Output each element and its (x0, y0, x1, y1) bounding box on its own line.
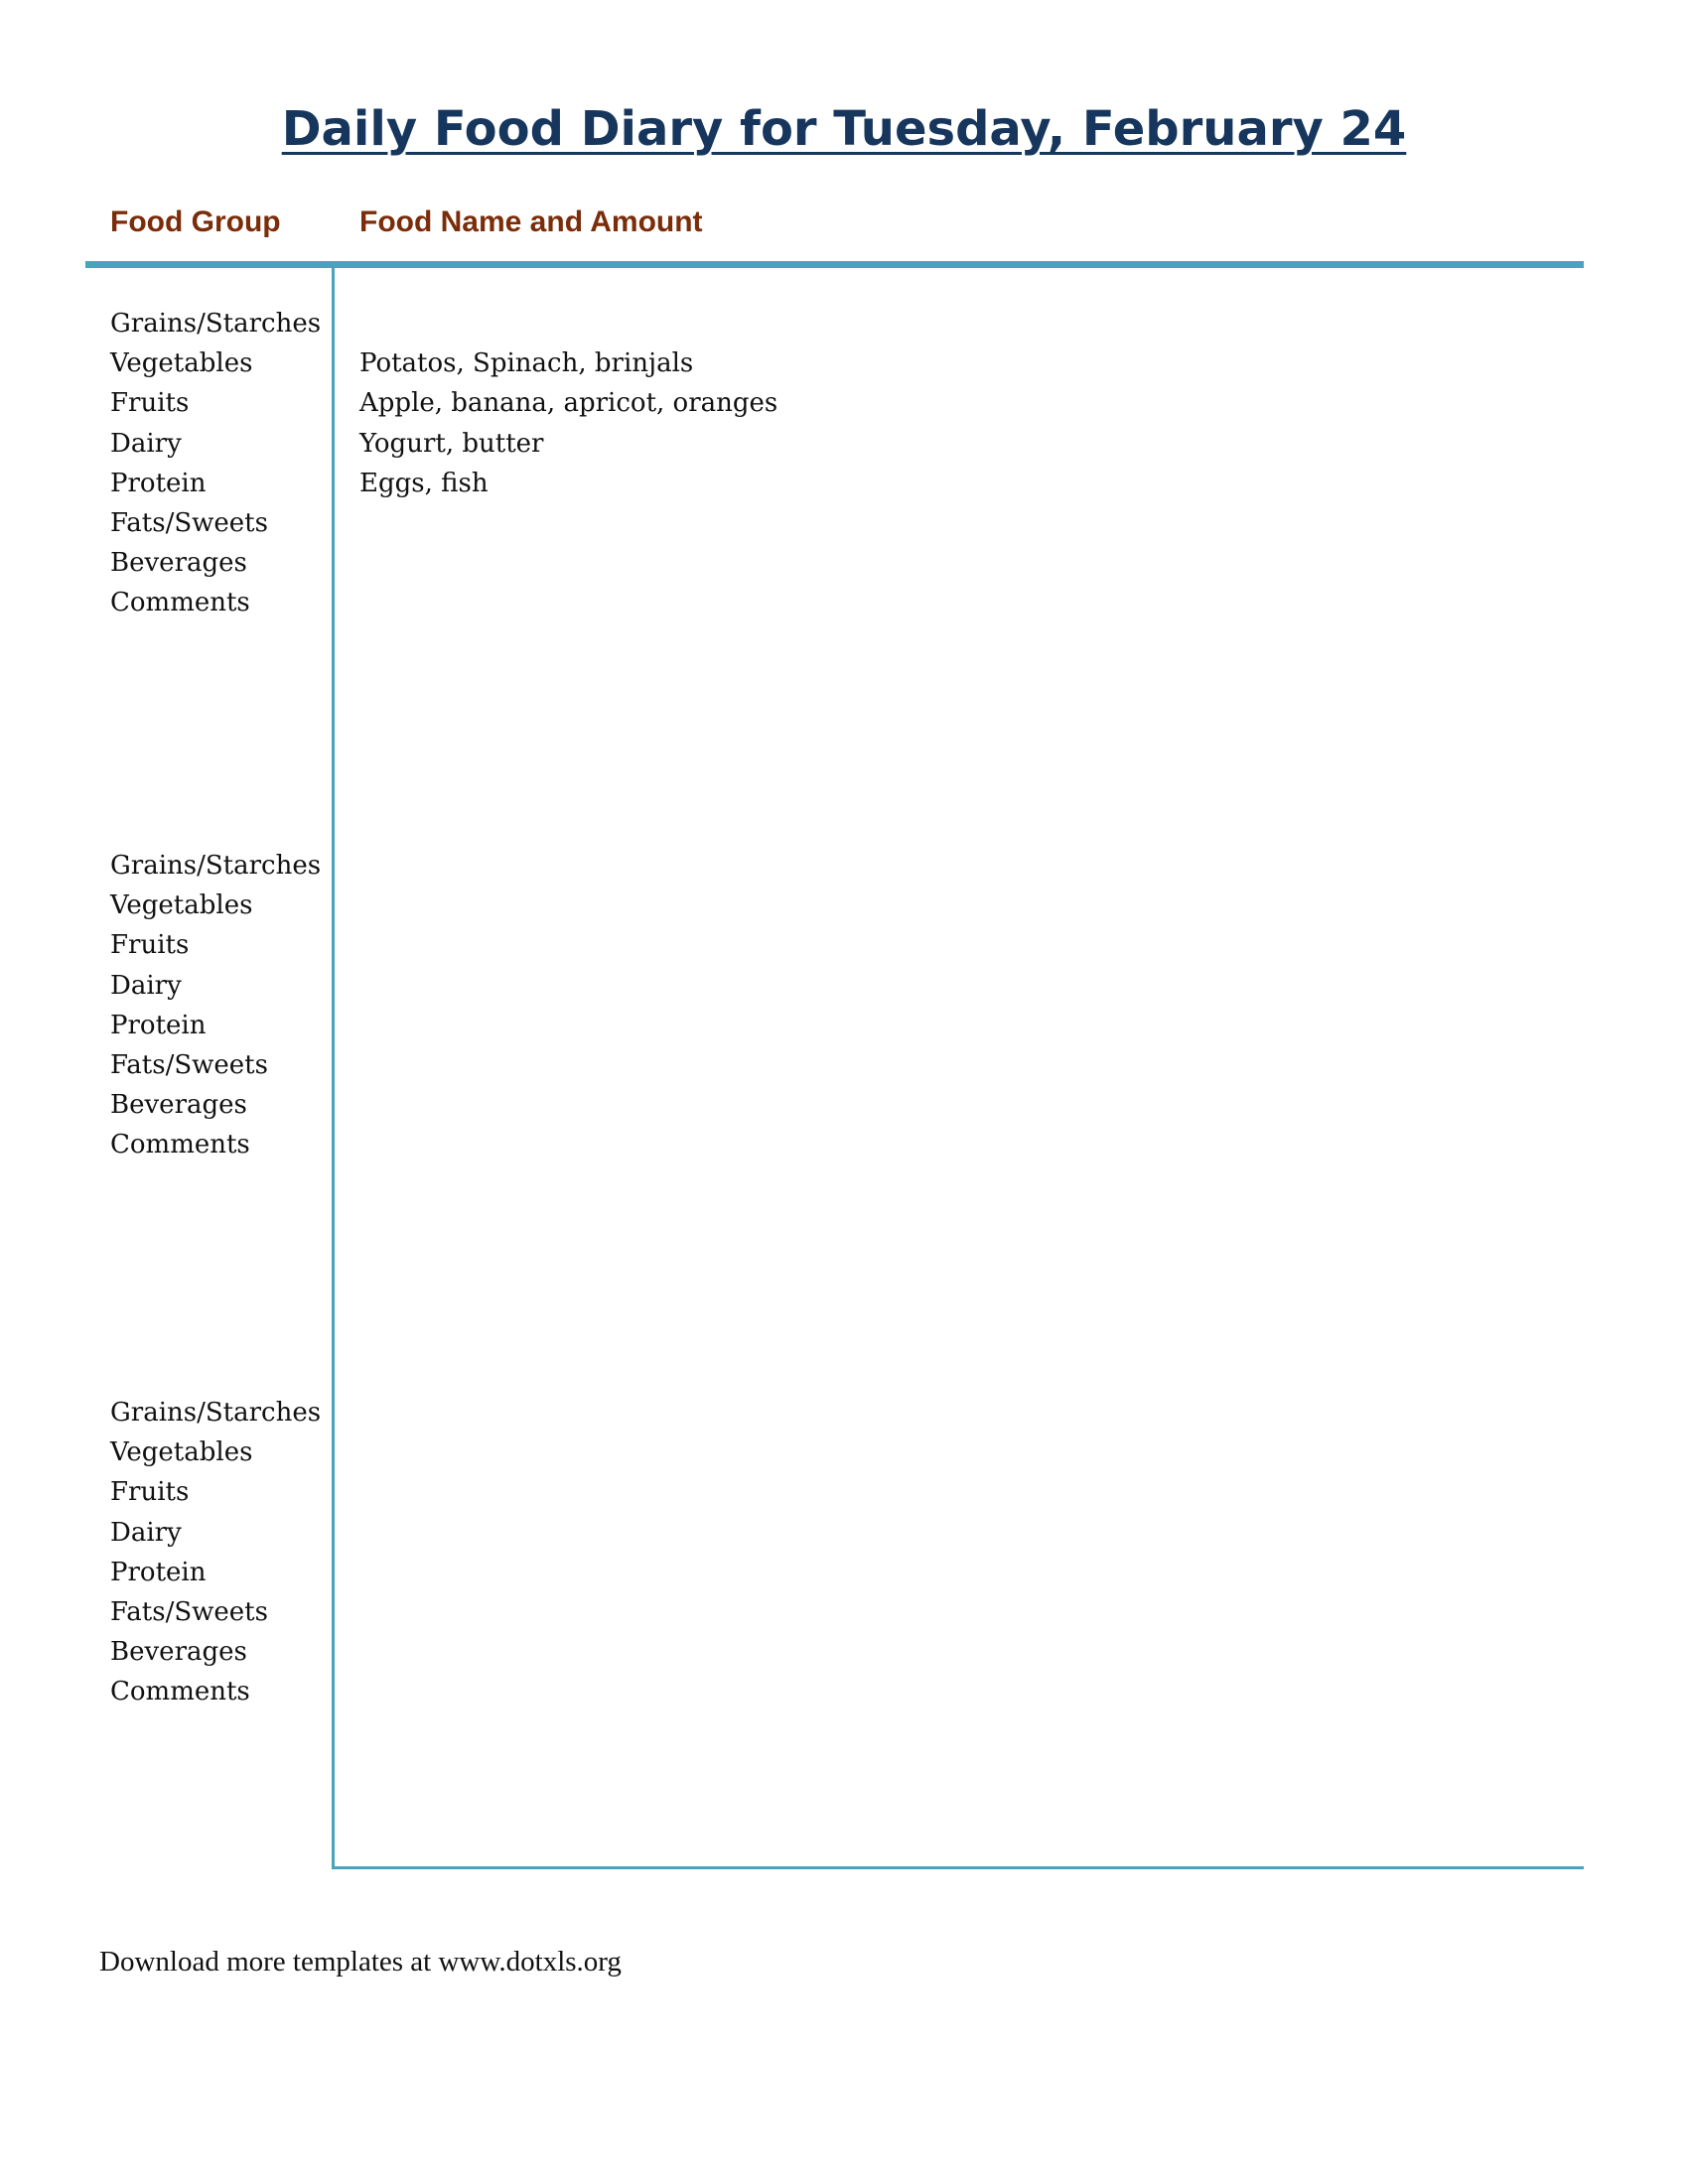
food-entry[interactable]: Apple, banana, apricot, oranges (359, 388, 778, 419)
food-group-label: Fats/Sweets (110, 1597, 268, 1628)
page-title: Daily Food Diary for Tuesday, February 24 (281, 101, 1407, 157)
diary-section-2 (110, 846, 1560, 1165)
diary-section-3 (110, 1393, 1560, 1712)
food-group-label: Protein (110, 1557, 207, 1587)
food-group-label: Comments (110, 1130, 250, 1160)
table-row (110, 925, 1560, 965)
food-group-label: Fruits (110, 930, 190, 961)
table-row (110, 966, 1560, 1006)
table-row (110, 383, 1560, 423)
table-row (110, 1632, 1560, 1672)
food-group-label: Fats/Sweets (110, 1050, 268, 1081)
food-group-label: Dairy (110, 1517, 182, 1548)
table-row (110, 1125, 1560, 1164)
table-row (110, 1433, 1560, 1472)
food-group-label: Comments (110, 588, 250, 618)
food-name-header: Food Name and Amount (359, 205, 703, 238)
food-entry[interactable]: Eggs, fish (359, 468, 489, 498)
table-row (110, 424, 1560, 464)
food-group-label: Comments (110, 1677, 250, 1707)
food-group-label: Beverages (110, 1090, 247, 1121)
food-group-label: Fats/Sweets (110, 508, 268, 539)
food-group-label: Vegetables (110, 348, 253, 379)
table-row (110, 1592, 1560, 1632)
table-row (110, 304, 1560, 343)
table-row (110, 464, 1560, 503)
diary-section-1 (110, 304, 1560, 623)
table-row (110, 343, 1560, 383)
food-group-label: Fruits (110, 1477, 190, 1508)
table-row (110, 1472, 1560, 1512)
footer-text: Download more templates at www.dotxls.org (99, 1946, 622, 1978)
table-row (110, 503, 1560, 543)
food-group-header: Food Group (110, 205, 281, 238)
table-row (110, 846, 1560, 886)
table-row (110, 1085, 1560, 1125)
food-group-label: Protein (110, 1010, 207, 1040)
table-row (110, 543, 1560, 583)
food-group-label: Vegetables (110, 890, 253, 921)
table-row (110, 1006, 1560, 1045)
bottom-divider (332, 1866, 1584, 1869)
table-row (110, 886, 1560, 925)
food-group-label: Grains/Starches (110, 309, 322, 340)
table-row (110, 583, 1560, 622)
food-group-label: Vegetables (110, 1437, 253, 1468)
table-row (110, 1553, 1560, 1592)
header-divider (85, 261, 1584, 268)
food-group-label: Beverages (110, 1637, 247, 1668)
food-group-label: Dairy (110, 970, 182, 1001)
table-row (110, 1513, 1560, 1553)
food-entry[interactable]: Yogurt, butter (359, 428, 544, 459)
food-group-label: Protein (110, 468, 207, 498)
food-group-label: Beverages (110, 548, 247, 579)
food-group-label: Grains/Starches (110, 851, 322, 882)
table-row (110, 1393, 1560, 1433)
food-group-label: Fruits (110, 388, 190, 419)
food-entry[interactable]: Potatos, Spinach, brinjals (359, 348, 694, 379)
food-group-label: Dairy (110, 428, 182, 459)
food-group-label: Grains/Starches (110, 1398, 322, 1429)
table-row (110, 1672, 1560, 1711)
table-row (110, 1045, 1560, 1085)
